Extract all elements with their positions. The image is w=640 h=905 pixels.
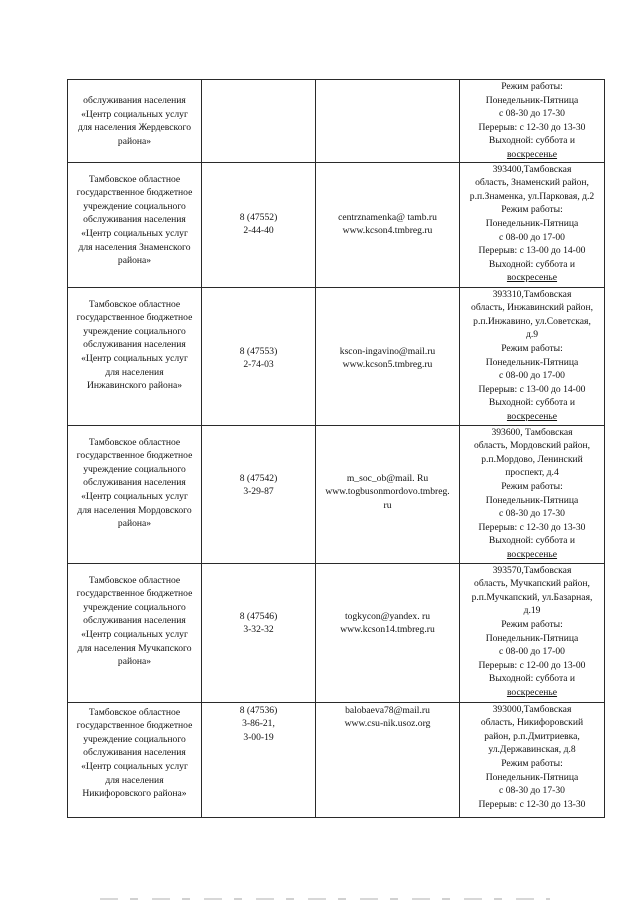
organization-name-cell [68, 287, 202, 425]
cell-text-line: района» [117, 518, 152, 530]
cell-text-line: область, Инжавинский район, [471, 302, 593, 314]
cell-text-line: района» [117, 135, 152, 147]
contact-web-cell [316, 287, 460, 425]
cell-text-line: для населения Знаменского [78, 241, 191, 253]
cell-text-line: 3-86-21, [242, 718, 275, 730]
cell-text-line: 393600, Тамбовская [491, 426, 573, 438]
cell-text-line: Режим работы: [501, 618, 563, 630]
cell-text-line: для населения Мучкапского [77, 642, 192, 654]
cell-text-line: m_soc_ob@mail. Ru [346, 472, 429, 484]
address-schedule-cell [460, 287, 605, 425]
cell-text-line: обслуживания населения [83, 214, 186, 226]
cell-text-line: Понедельник-Пятница [485, 771, 579, 783]
cell-text-line: Выходной: суббота и [488, 535, 576, 547]
cell-text-line: 393570,Тамбовская [492, 564, 572, 576]
cell-text-line: с 08-00 до 17-00 [499, 646, 565, 658]
cell-text-line: 3-00-19 [243, 731, 274, 743]
cell-text-line: Перерыв: с 13-00 до 14-00 [478, 383, 586, 395]
scan-artifact-line [100, 898, 550, 900]
cell-text-line: Тамбовское областное [88, 706, 181, 718]
phone-cell [202, 425, 316, 563]
organizations-table [67, 79, 605, 818]
address-schedule-cell [460, 80, 605, 163]
cell-text-line: 8 (47552) [239, 211, 278, 223]
address-schedule-cell [460, 425, 605, 563]
cell-text-line: balobaeva78@mail.ru [345, 704, 430, 716]
cell-text-line: www.kcson14.tmbreg.ru [340, 624, 435, 636]
contact-web-cell [316, 425, 460, 563]
cell-text-line: область, Никифоровский [480, 717, 584, 729]
cell-text-line: «Центр социальных услуг [81, 108, 188, 120]
cell-text-line: Выходной: суббота и [488, 135, 576, 147]
cell-text-line: учреждение социального [83, 325, 186, 337]
cell-text-line: Перерыв: с 12-30 до 13-30 [478, 521, 586, 533]
cell-text-line: района» [117, 255, 152, 267]
cell-text-line: «Центр социальных услуг [81, 352, 188, 364]
cell-text-line: Тамбовское областное [88, 298, 181, 310]
cell-text-line: д.9 [525, 329, 539, 341]
cell-text-line: 8 (47553) [239, 345, 278, 357]
contact-web-cell [316, 162, 460, 287]
cell-text-line: воскресенье [506, 272, 558, 284]
table-row [68, 287, 605, 425]
cell-text-line: Понедельник-Пятница [485, 217, 579, 229]
cell-text-line: государственное бюджетное [76, 312, 193, 324]
cell-text-line: ул.Державинская, д.8 [488, 744, 576, 756]
cell-text-line: р.п.Мучкапский, ул.Базарная, [471, 591, 593, 603]
cell-text-line: 8 (47542) [239, 472, 278, 484]
cell-text-line: обслуживания населения [83, 615, 186, 627]
contact-web-cell [316, 563, 460, 702]
cell-text-line: Тамбовское областное [88, 574, 181, 586]
cell-text-line: обслуживания населения [83, 747, 186, 759]
cell-text-line: 393000,Тамбовская [492, 703, 572, 715]
cell-text-line: с 08-30 до 17-30 [499, 508, 565, 520]
cell-text-line: www.kcson5.tmbreg.ru [342, 359, 433, 371]
cell-text-line: Понедельник-Пятница [485, 94, 579, 106]
phone-cell [202, 162, 316, 287]
cell-text-line: Понедельник-Пятница [485, 632, 579, 644]
organization-name-cell [68, 563, 202, 702]
table-row [68, 702, 605, 817]
cell-text-line: государственное бюджетное [76, 187, 193, 199]
cell-text-line: района» [117, 656, 152, 668]
cell-text-line: обслуживания населения [83, 339, 186, 351]
cell-text-line: 393310,Тамбовская [492, 288, 572, 300]
cell-text-line: kscon-ingavino@mail.ru [339, 345, 436, 357]
cell-text-line: проспект, д.4 [505, 467, 559, 479]
cell-text-line: р.п.Знаменка, ул.Парковая, д.2 [469, 190, 595, 202]
cell-text-line: Выходной: суббота и [488, 673, 576, 685]
cell-text-line: с 08-30 до 17-30 [499, 785, 565, 797]
cell-text-line: Никифоровского района» [82, 788, 187, 800]
cell-text-line: Инжавинского района» [86, 380, 183, 392]
cell-text-line: «Центр социальных услуг [81, 760, 188, 772]
table-body [68, 80, 605, 818]
table-row [68, 162, 605, 287]
cell-text-line: Перерыв: с 13-00 до 14-00 [478, 245, 586, 257]
cell-text-line: Понедельник-Пятница [485, 494, 579, 506]
organization-name-cell [68, 702, 202, 817]
cell-text-line: обслуживания населения [83, 477, 186, 489]
cell-text-line: 2-74-03 [243, 359, 274, 371]
cell-text-line: государственное бюджетное [76, 450, 193, 462]
cell-text-line: Режим работы: [501, 342, 563, 354]
table-row [68, 563, 605, 702]
cell-text-line: область, Мордовский район, [473, 440, 591, 452]
cell-text-line: р.п.Инжавино, ул.Советская, [473, 315, 591, 327]
cell-text-line: учреждение социального [83, 463, 186, 475]
address-schedule-cell [460, 162, 605, 287]
cell-text-line: Тамбовское областное [88, 173, 181, 185]
cell-text-line: Выходной: суббота и [488, 258, 576, 270]
cell-text-line: с 08-00 до 17-00 [499, 231, 565, 243]
cell-text-line: с 08-30 до 17-30 [499, 108, 565, 120]
cell-text-line: ru [383, 499, 392, 511]
organization-name-cell [68, 425, 202, 563]
contact-web-cell [316, 702, 460, 817]
cell-text-line: «Центр социальных услуг [81, 227, 188, 239]
cell-text-line: р.п.Мордово, Ленинский [481, 453, 583, 465]
phone-cell [202, 287, 316, 425]
organization-name-cell [68, 162, 202, 287]
cell-text-line: centrznamenka@ tamb.ru [338, 211, 437, 223]
cell-text-line: 3-29-87 [243, 486, 274, 498]
cell-text-line: для населения [105, 774, 164, 786]
cell-text-line: «Центр социальных услуг [81, 628, 188, 640]
cell-text-line: учреждение социального [83, 200, 186, 212]
cell-text-line: учреждение социального [83, 601, 186, 613]
cell-text-line: воскресенье [506, 548, 558, 560]
address-schedule-cell [460, 563, 605, 702]
cell-text-line: 3-32-32 [243, 624, 274, 636]
table-row [68, 425, 605, 563]
address-schedule-cell [460, 702, 605, 817]
cell-text-line: Режим работы: [501, 480, 563, 492]
cell-text-line: для населения Мордовского [77, 504, 192, 516]
cell-text-line: 2-44-40 [243, 225, 274, 237]
cell-text-line: Перерыв: с 12-30 до 13-30 [478, 798, 586, 810]
cell-text-line: воскресенье [506, 686, 558, 698]
table-row [68, 80, 605, 163]
cell-text-line: Перерыв: с 12-00 до 13-00 [478, 659, 586, 671]
cell-text-line: д.19 [523, 605, 541, 617]
cell-text-line: www.csu-nik.usoz.org [344, 718, 431, 730]
cell-text-line: Перерыв: с 12-30 до 13-30 [478, 121, 586, 133]
cell-text-line: www.togbusonmordovo.tmbreg. [325, 486, 450, 498]
cell-text-line: государственное бюджетное [76, 588, 193, 600]
cell-text-line: учреждение социального [83, 733, 186, 745]
phone-cell [202, 563, 316, 702]
cell-text-line: togkycon@yandex. ru [344, 610, 431, 622]
cell-text-line: государственное бюджетное [76, 720, 193, 732]
cell-text-line: «Центр социальных услуг [81, 490, 188, 502]
cell-text-line: для населения Жердевского [77, 122, 191, 134]
phone-cell [202, 702, 316, 817]
cell-text-line: воскресенье [506, 148, 558, 160]
cell-text-line: Выходной: суббота и [488, 397, 576, 409]
cell-text-line: область, Мучкапский район, [474, 578, 590, 590]
cell-text-line: Режим работы: [501, 757, 563, 769]
phone-cell [202, 80, 316, 163]
cell-text-line: область, Знаменский район, [475, 177, 589, 189]
cell-text-line: Понедельник-Пятница [485, 356, 579, 368]
cell-text-line: Тамбовское областное [88, 436, 181, 448]
cell-text-line: 393400,Тамбовская [492, 163, 572, 175]
organization-name-cell [68, 80, 202, 163]
cell-text-line: 8 (47536) [239, 704, 278, 716]
cell-text-line: воскресенье [506, 410, 558, 422]
cell-text-line: для населения [105, 366, 164, 378]
contact-web-cell [316, 80, 460, 163]
cell-text-line: Режим работы: [501, 81, 563, 92]
cell-text-line: Режим работы: [501, 204, 563, 216]
cell-text-line: с 08-00 до 17-00 [499, 370, 565, 382]
cell-text-line: район, р.п.Дмитриевка, [484, 730, 580, 742]
cell-text-line: 8 (47546) [239, 610, 278, 622]
cell-text-line: www.kcson4.tmbreg.ru [342, 225, 433, 237]
cell-text-line: обслуживания населения [83, 95, 186, 106]
